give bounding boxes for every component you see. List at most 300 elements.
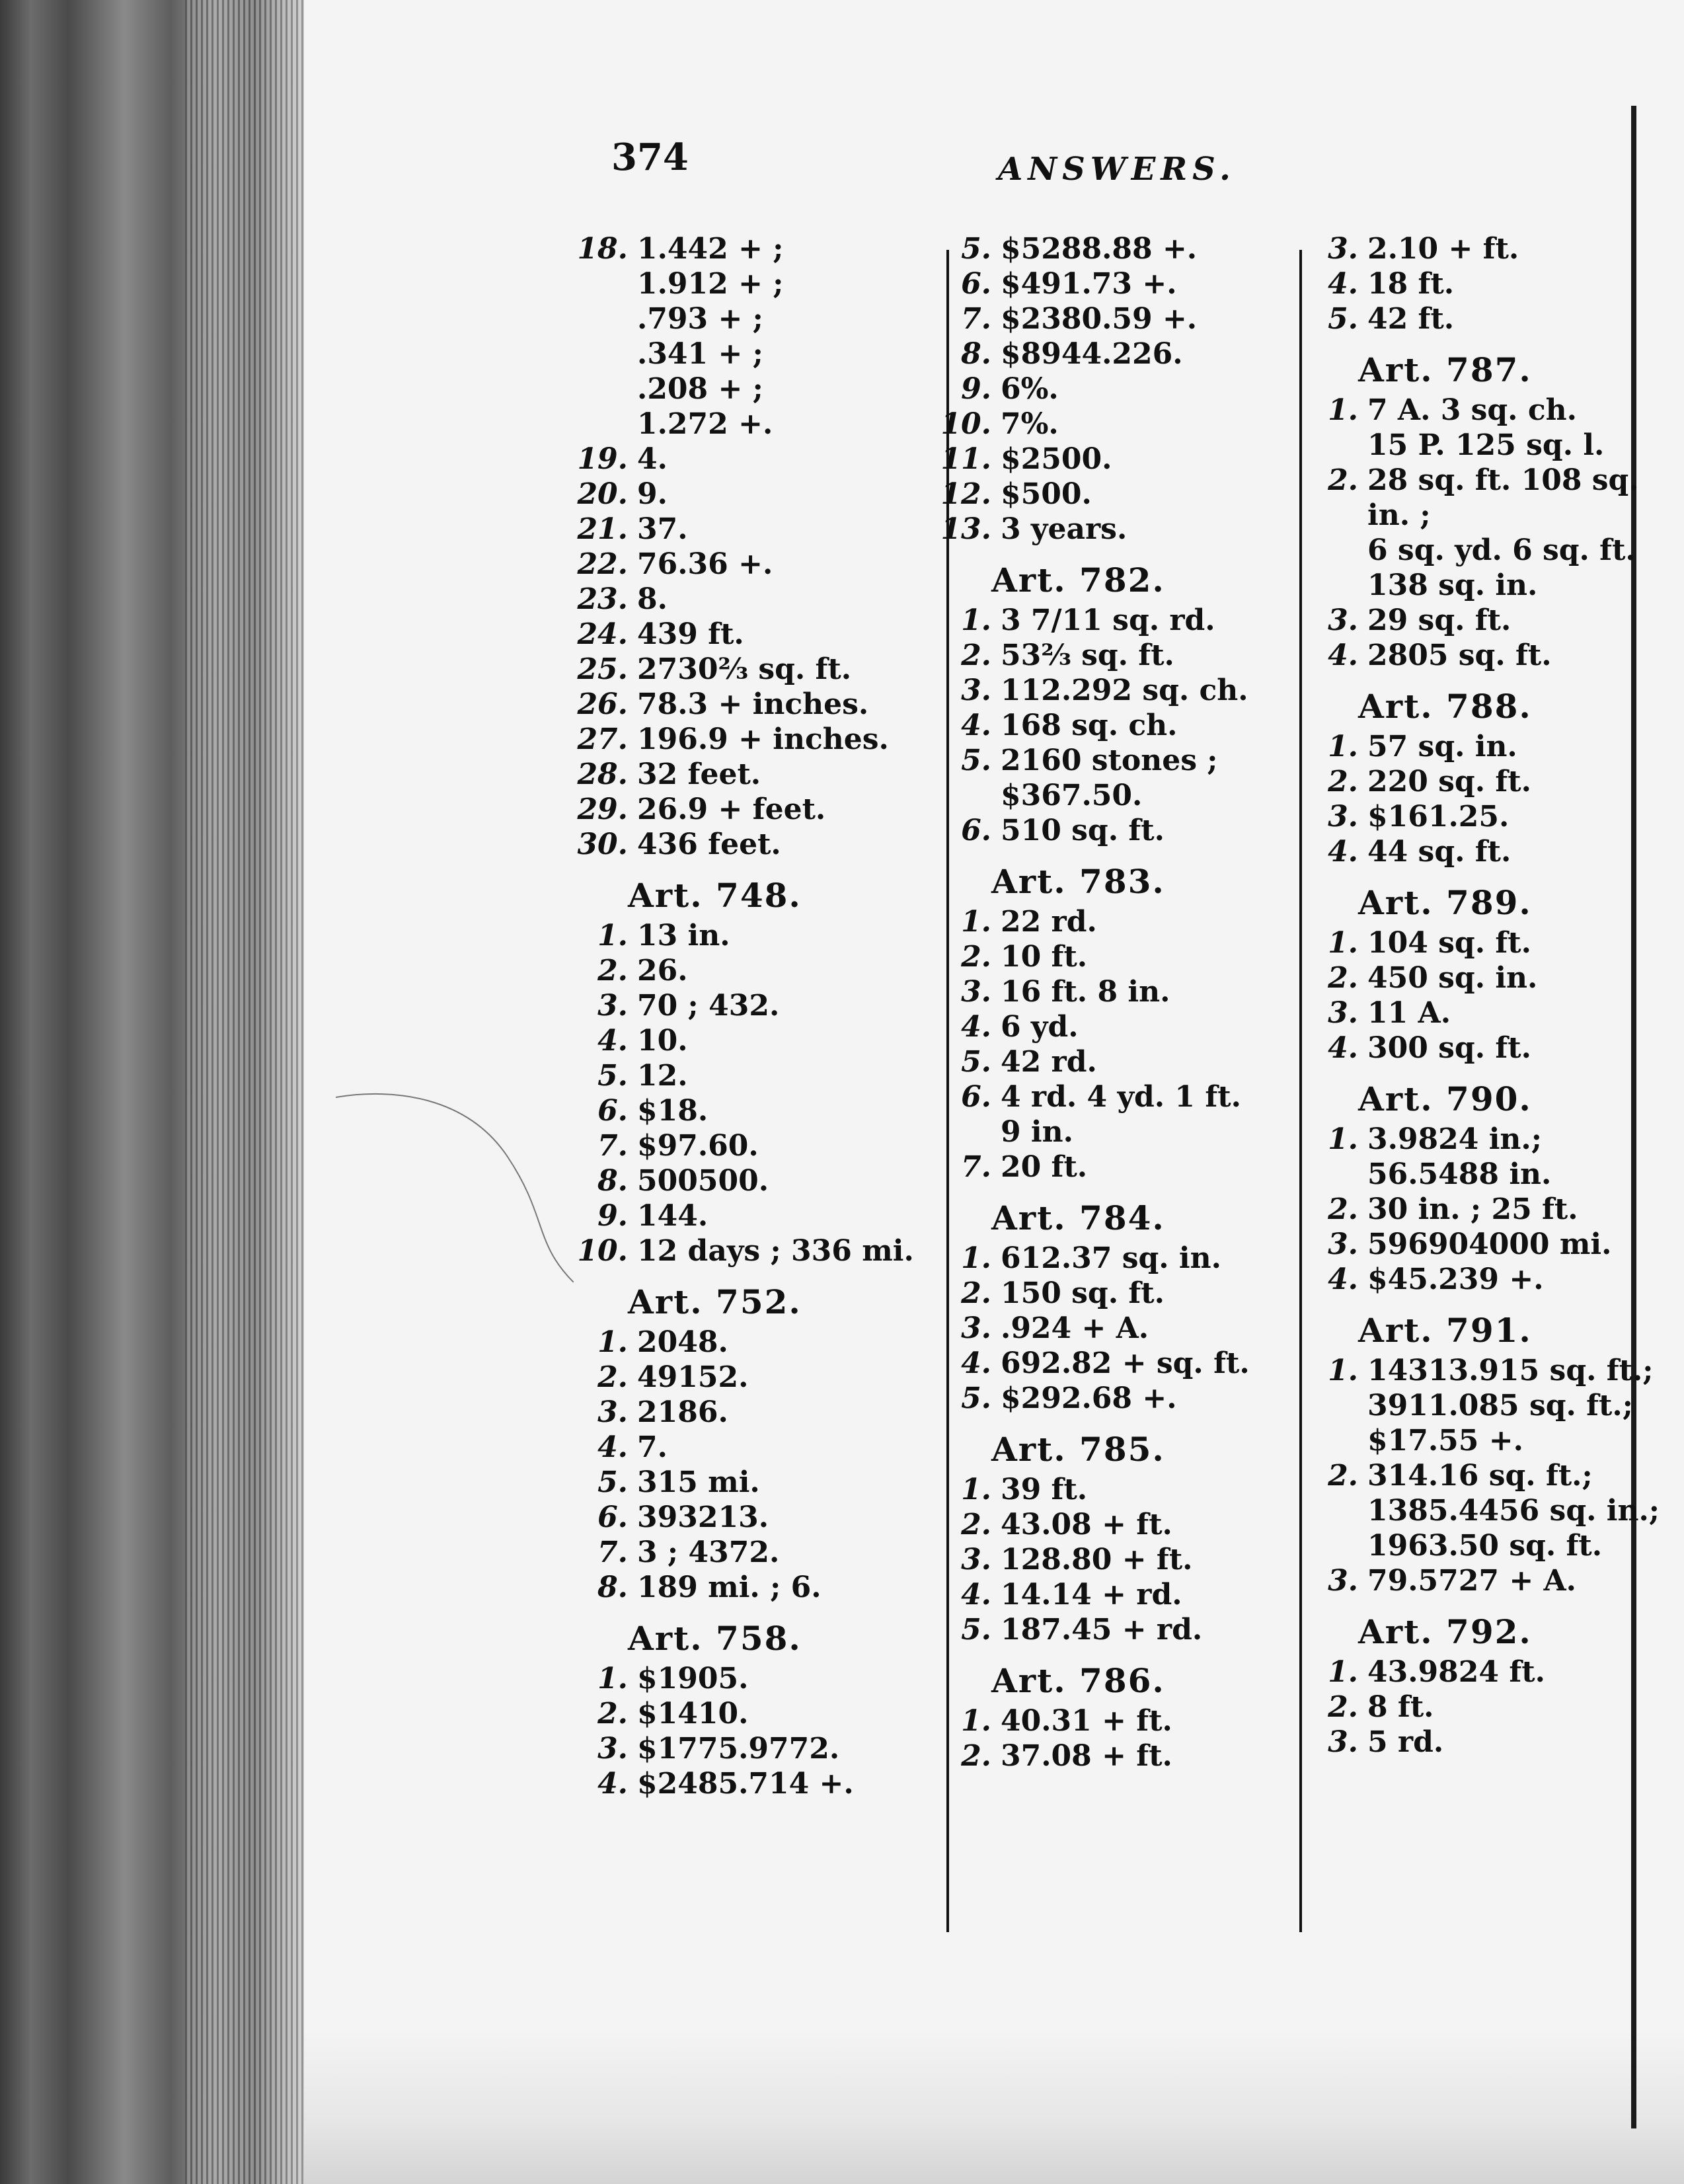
problem-number xyxy=(1305,533,1358,568)
answer-text: 9 in. xyxy=(1001,1115,1073,1149)
answer-text: in. ; xyxy=(1367,498,1431,532)
answer-text: 13 in. xyxy=(637,919,730,953)
answer-row xyxy=(938,1703,1282,1738)
problem-number: 10. xyxy=(940,407,991,441)
answer-row xyxy=(938,1472,1282,1507)
answer-row xyxy=(938,1542,1282,1577)
problem-number: 4. xyxy=(1328,835,1358,869)
answer-text: 2.10 + ft. xyxy=(1367,232,1519,266)
answer-text: $500. xyxy=(1001,477,1092,511)
answer-row xyxy=(938,1577,1282,1612)
answer-text: 40.31 + ft. xyxy=(1001,1704,1172,1738)
problem-number: 21. xyxy=(577,512,628,546)
problem-number: 25. xyxy=(577,652,628,686)
problem-number: 3. xyxy=(961,975,991,1009)
problem-number xyxy=(575,266,628,301)
problem-number xyxy=(1305,568,1358,603)
problem-number xyxy=(1305,1528,1358,1563)
answer-row xyxy=(938,778,1282,813)
answer-row xyxy=(938,974,1282,1009)
problem-number: 30. xyxy=(577,828,628,861)
answer-text: 70 ; 432. xyxy=(637,989,780,1023)
problem-number: 1. xyxy=(961,1704,991,1738)
problem-number: 1. xyxy=(1328,1655,1358,1689)
problem-number: 5. xyxy=(961,1382,991,1415)
problem-number: 5. xyxy=(597,1465,628,1499)
answer-text: 3911.085 sq. ft.; xyxy=(1367,1389,1633,1423)
answer-text: 1963.50 sq. ft. xyxy=(1367,1529,1603,1563)
answer-text: 39 ft. xyxy=(1001,1473,1088,1506)
answer-row xyxy=(1305,925,1636,960)
answer-row xyxy=(575,547,945,582)
answer-text: 20 ft. xyxy=(1001,1150,1088,1184)
answer-text: 10 ft. xyxy=(1001,940,1088,974)
answer-text: 692.82 + sq. ft. xyxy=(1001,1346,1250,1380)
problem-number: 2. xyxy=(961,1276,991,1310)
problem-number: 11. xyxy=(940,442,991,476)
answer-text: .341 + ; xyxy=(637,337,763,371)
problem-number: 18. xyxy=(577,232,628,266)
answer-text: 7 A. 3 sq. ch. xyxy=(1367,393,1577,427)
problem-number: 4. xyxy=(1328,639,1358,672)
answer-row xyxy=(575,442,945,477)
answer-text: 596904000 mi. xyxy=(1367,1228,1612,1261)
answer-row xyxy=(575,687,945,722)
problem-number: 24. xyxy=(577,617,628,651)
answer-row xyxy=(938,371,1282,407)
section-heading: Art. 790. xyxy=(1358,1079,1532,1118)
problem-number: 2. xyxy=(961,1739,991,1773)
problem-number: 5. xyxy=(961,744,991,777)
answer-column-2 xyxy=(938,231,1282,1774)
answer-section xyxy=(1305,1081,1636,1297)
answer-row xyxy=(575,407,945,442)
answer-text: $1410. xyxy=(637,1697,749,1731)
answer-row xyxy=(575,1661,945,1696)
problem-number: 2. xyxy=(597,1360,628,1394)
answer-section xyxy=(938,1432,1282,1647)
answer-row xyxy=(1305,1458,1636,1493)
answer-text: 5 rd. xyxy=(1367,1725,1444,1759)
problem-number: 20. xyxy=(577,477,628,511)
answer-text: 196.9 + inches. xyxy=(637,722,889,756)
answer-text: 128.80 + ft. xyxy=(1001,1543,1193,1577)
answer-row xyxy=(1305,764,1636,799)
answer-row xyxy=(575,1696,945,1731)
answer-text: $1905. xyxy=(637,1662,749,1696)
answer-text: 3 years. xyxy=(1001,512,1128,546)
problem-number xyxy=(575,371,628,407)
answer-row xyxy=(575,231,945,266)
answer-row xyxy=(575,371,945,407)
problem-number: 6. xyxy=(597,1501,628,1534)
answer-row xyxy=(575,652,945,687)
problem-number: 3. xyxy=(1328,800,1358,834)
problem-number xyxy=(1305,428,1358,463)
answer-row xyxy=(938,638,1282,673)
problem-number: 5. xyxy=(961,232,991,266)
answer-text: 12. xyxy=(637,1059,688,1093)
answer-row xyxy=(575,1500,945,1535)
answer-row xyxy=(575,1731,945,1766)
answer-row xyxy=(938,301,1282,336)
problem-number xyxy=(575,336,628,371)
answer-row xyxy=(575,1023,945,1058)
answer-column-1 xyxy=(575,231,945,1801)
answer-row xyxy=(575,301,945,336)
answer-text: 612.37 sq. in. xyxy=(1001,1241,1221,1275)
answer-section xyxy=(1305,885,1636,1066)
answer-row xyxy=(575,1233,945,1268)
section-heading: Art. 787. xyxy=(1358,350,1532,389)
problem-number: 8. xyxy=(597,1571,628,1604)
answer-row xyxy=(938,442,1282,477)
problem-number: 3. xyxy=(597,1732,628,1766)
problem-number xyxy=(1305,1493,1358,1528)
answer-row xyxy=(938,1612,1282,1647)
answer-row xyxy=(1305,1690,1636,1725)
answer-text: 450 sq. in. xyxy=(1367,961,1538,995)
answer-section xyxy=(1305,1614,1636,1760)
answer-row xyxy=(575,792,945,827)
answer-row xyxy=(1305,266,1636,301)
answer-text: 144. xyxy=(637,1199,708,1233)
answer-text: 112.292 sq. ch. xyxy=(1001,674,1248,707)
answer-row xyxy=(575,512,945,547)
answer-text: 37. xyxy=(637,512,688,546)
answer-text: 9. xyxy=(637,477,668,511)
problem-number: 1. xyxy=(1328,393,1358,427)
answer-text: 16 ft. 8 in. xyxy=(1001,975,1170,1009)
problem-number: 4. xyxy=(1328,1031,1358,1065)
answer-row xyxy=(938,1241,1282,1276)
answer-section xyxy=(938,1200,1282,1416)
answer-row xyxy=(1305,301,1636,336)
answer-row xyxy=(1305,638,1636,673)
problem-number: 4. xyxy=(961,1010,991,1044)
answer-row xyxy=(938,1009,1282,1044)
answer-text: 6%. xyxy=(1001,372,1059,406)
answer-text: 53⅔ sq. ft. xyxy=(1001,639,1174,672)
answer-text: 510 sq. ft. xyxy=(1001,814,1165,847)
answer-row xyxy=(1305,729,1636,764)
answer-text: 220 sq. ft. xyxy=(1367,765,1531,799)
problem-number: 7. xyxy=(597,1129,628,1163)
answer-text: 2160 stones ; xyxy=(1001,744,1218,777)
answer-text: $45.239 +. xyxy=(1367,1263,1544,1296)
problem-number xyxy=(575,407,628,442)
answer-row xyxy=(938,407,1282,442)
section-heading: Art. 748. xyxy=(628,876,802,915)
answer-row xyxy=(575,1465,945,1500)
answer-row xyxy=(938,1738,1282,1774)
problem-number: 4. xyxy=(597,1430,628,1464)
answer-row xyxy=(1305,799,1636,834)
answer-text: 15 P. 125 sq. l. xyxy=(1367,428,1605,462)
answer-section xyxy=(575,1621,945,1801)
answer-text: 11 A. xyxy=(1367,996,1451,1030)
problem-number: 4. xyxy=(1328,1263,1358,1296)
problem-number: 6. xyxy=(961,814,991,847)
page-number: 374 xyxy=(611,136,689,179)
problem-number: 3. xyxy=(961,674,991,707)
answer-text: 12 days ; 336 mi. xyxy=(637,1234,914,1268)
problem-number: 3. xyxy=(1328,604,1358,637)
problem-number: 2. xyxy=(1328,765,1358,799)
answer-text: 187.45 + rd. xyxy=(1001,1613,1203,1647)
section-heading: Art. 786. xyxy=(991,1661,1165,1700)
problem-number: 2. xyxy=(961,1508,991,1541)
answer-text: $161.25. xyxy=(1367,800,1510,834)
answer-row xyxy=(575,1163,945,1198)
problem-number: 1. xyxy=(961,604,991,637)
answer-text: 436 feet. xyxy=(637,828,781,861)
problem-number: 12. xyxy=(940,477,991,511)
problem-number: 19. xyxy=(577,442,628,476)
answer-text: $97.60. xyxy=(637,1129,759,1163)
problem-number: 1. xyxy=(1328,730,1358,763)
answer-row xyxy=(938,603,1282,638)
answer-column-3 xyxy=(1305,231,1660,1760)
problem-number: 3. xyxy=(1328,1564,1358,1598)
answer-text: 78.3 + inches. xyxy=(637,687,869,721)
answer-row xyxy=(575,266,945,301)
problem-number xyxy=(938,778,991,813)
answer-text: 4 rd. 4 yd. 1 ft. xyxy=(1001,1080,1241,1114)
problem-number: 10. xyxy=(577,1234,628,1268)
answer-row xyxy=(1305,393,1636,428)
problem-number: 2. xyxy=(597,954,628,988)
answer-text: 8. xyxy=(637,582,668,616)
problem-number: 5. xyxy=(597,1059,628,1093)
answer-text: .793 + ; xyxy=(637,302,763,336)
problem-number: 1. xyxy=(597,919,628,953)
answer-row xyxy=(575,1058,945,1093)
answer-row xyxy=(938,673,1282,708)
page-edges xyxy=(185,0,311,2184)
answer-section xyxy=(575,1284,945,1605)
answer-text: 76.36 +. xyxy=(637,547,773,581)
answer-row xyxy=(1305,568,1636,603)
answer-row xyxy=(575,477,945,512)
problem-number: 2. xyxy=(961,639,991,672)
answer-text: 138 sq. in. xyxy=(1367,568,1538,602)
answer-row xyxy=(575,1128,945,1163)
section-heading: Art. 758. xyxy=(628,1619,802,1658)
answer-row xyxy=(1305,1353,1654,1388)
answer-row xyxy=(1305,1031,1636,1066)
answer-text: 2048. xyxy=(637,1325,728,1359)
answer-row xyxy=(575,336,945,371)
problem-number: 3. xyxy=(1328,232,1358,266)
problem-number: 1. xyxy=(1328,926,1358,960)
answer-text: $2485.714 +. xyxy=(637,1767,854,1801)
answer-text: 315 mi. xyxy=(637,1465,760,1499)
answer-row xyxy=(575,953,945,988)
answer-row xyxy=(575,1395,945,1430)
answer-text: 1.442 + ; xyxy=(637,232,784,266)
problem-number: 22. xyxy=(577,547,628,581)
section-heading: Art. 785. xyxy=(991,1430,1165,1469)
answer-text: 10. xyxy=(637,1024,688,1058)
problem-number: 2. xyxy=(597,1697,628,1731)
answer-row xyxy=(575,1093,945,1128)
answer-text: 18 ft. xyxy=(1367,267,1455,301)
answer-row xyxy=(938,708,1282,743)
answer-text: 393213. xyxy=(637,1501,769,1534)
answer-row xyxy=(575,582,945,617)
problem-number: 8. xyxy=(961,337,991,371)
problem-number: 1. xyxy=(961,905,991,939)
answer-text: 314.16 sq. ft.; xyxy=(1367,1459,1593,1493)
problem-number: 4. xyxy=(597,1767,628,1801)
answer-text: $17.55 +. xyxy=(1367,1424,1523,1458)
problem-number: 3. xyxy=(1328,1228,1358,1261)
answer-text: 56.5488 in. xyxy=(1367,1157,1552,1191)
problem-number xyxy=(575,301,628,336)
answer-text: 189 mi. ; 6. xyxy=(637,1571,822,1604)
answer-text: 44 sq. ft. xyxy=(1367,835,1512,869)
problem-number: 27. xyxy=(577,722,628,756)
problem-number: 3. xyxy=(597,1395,628,1429)
problem-number: 29. xyxy=(577,793,628,826)
answer-text: 104 sq. ft. xyxy=(1367,926,1531,960)
page-bottom-shadow xyxy=(304,2029,1684,2184)
answer-row xyxy=(938,336,1282,371)
answer-row xyxy=(1305,1262,1636,1297)
answer-row xyxy=(575,988,945,1023)
problem-number: 3. xyxy=(1328,1725,1358,1759)
answer-text: 168 sq. ch. xyxy=(1001,709,1178,742)
answer-text: 3.9824 in.; xyxy=(1367,1122,1542,1156)
answer-text: 150 sq. ft. xyxy=(1001,1276,1165,1310)
answer-row xyxy=(575,827,945,862)
answer-section xyxy=(938,231,1282,547)
problem-number: 28. xyxy=(577,758,628,791)
problem-number: 2. xyxy=(1328,1459,1358,1493)
section-heading: Art. 782. xyxy=(991,561,1165,600)
answer-text: $292.68 +. xyxy=(1001,1382,1177,1415)
answer-row xyxy=(575,918,945,953)
answer-row xyxy=(1305,834,1636,869)
problem-number: 6. xyxy=(961,1080,991,1114)
answer-row xyxy=(938,1311,1282,1346)
column-rule xyxy=(1299,250,1302,1932)
problem-number: 23. xyxy=(577,582,628,616)
answer-text: 3 ; 4372. xyxy=(637,1536,780,1569)
answer-text: 28 sq. ft. 108 sq. xyxy=(1367,463,1639,497)
answer-row xyxy=(938,477,1282,512)
answer-text: 43.08 + ft. xyxy=(1001,1508,1172,1541)
answer-text: $367.50. xyxy=(1001,779,1143,812)
answer-text: 2186. xyxy=(637,1395,728,1429)
answer-section xyxy=(938,1663,1282,1774)
problem-number: 2. xyxy=(1328,1192,1358,1226)
problem-number: 2. xyxy=(961,940,991,974)
answer-row xyxy=(1305,960,1636,995)
problem-number: 7. xyxy=(961,1150,991,1184)
problem-number xyxy=(1305,1388,1358,1423)
problem-number: 5. xyxy=(961,1613,991,1647)
answer-row xyxy=(1305,1423,1636,1458)
problem-number: 2. xyxy=(1328,1690,1358,1724)
answer-row xyxy=(575,1535,945,1570)
problem-number xyxy=(938,1114,991,1150)
section-heading: Art. 789. xyxy=(1358,883,1532,922)
answer-row xyxy=(1305,1493,1660,1528)
answer-row xyxy=(1305,1192,1636,1227)
answer-text: .924 + A. xyxy=(1001,1311,1149,1345)
problem-number: 3. xyxy=(961,1543,991,1577)
answer-text: 439 ft. xyxy=(637,617,744,651)
answer-row xyxy=(938,231,1282,266)
answer-section xyxy=(1305,350,1639,673)
answer-text: 1.272 +. xyxy=(637,407,773,441)
problem-number: 2. xyxy=(1328,961,1358,995)
problem-number: 4. xyxy=(961,1346,991,1380)
problem-number: 4. xyxy=(961,709,991,742)
problem-number: 8. xyxy=(597,1164,628,1198)
answer-row xyxy=(575,1766,945,1801)
section-heading: Art. 791. xyxy=(1358,1311,1532,1350)
answer-text: $18. xyxy=(637,1094,708,1128)
problem-number xyxy=(1305,498,1358,533)
answer-row xyxy=(938,1346,1282,1381)
answer-text: 1.912 + ; xyxy=(637,267,784,301)
answer-section xyxy=(1305,231,1636,336)
answer-row xyxy=(938,1079,1282,1114)
problem-number: 1. xyxy=(961,1473,991,1506)
problem-number: 1. xyxy=(961,1241,991,1275)
answer-text: 8 ft. xyxy=(1367,1690,1434,1724)
answer-text: 42 ft. xyxy=(1367,302,1455,336)
answer-row xyxy=(938,743,1282,778)
problem-number: 1. xyxy=(597,1662,628,1696)
answer-row xyxy=(938,1507,1282,1542)
answer-text: $2500. xyxy=(1001,442,1112,476)
answer-text: 43.9824 ft. xyxy=(1367,1655,1545,1689)
problem-number: 3. xyxy=(597,989,628,1023)
section-heading: Art. 752. xyxy=(628,1282,802,1321)
answer-text: 7%. xyxy=(1001,407,1059,441)
answer-text: 32 feet. xyxy=(637,758,761,791)
answer-text: 42 rd. xyxy=(1001,1045,1097,1079)
answer-section xyxy=(575,878,945,1268)
answer-row xyxy=(938,1114,1282,1150)
problem-number xyxy=(1305,1157,1358,1192)
answer-row xyxy=(1305,603,1636,638)
problem-number: 4. xyxy=(597,1024,628,1058)
answer-text: 6 yd. xyxy=(1001,1010,1079,1044)
answer-section xyxy=(575,231,945,862)
answer-row xyxy=(1305,1122,1636,1157)
answer-text: $5288.88 +. xyxy=(1001,232,1198,266)
answer-text: 26. xyxy=(637,954,688,988)
problem-number: 26. xyxy=(577,687,628,721)
answer-row xyxy=(1305,1528,1636,1563)
section-heading: Art. 792. xyxy=(1358,1612,1532,1651)
answer-text: 2805 sq. ft. xyxy=(1367,639,1552,672)
answer-row xyxy=(1305,995,1636,1031)
answer-row xyxy=(938,1276,1282,1311)
problem-number: 7. xyxy=(597,1536,628,1569)
answer-row xyxy=(575,1430,945,1465)
answer-row xyxy=(1305,498,1636,533)
section-heading: Art. 783. xyxy=(991,862,1165,901)
answer-text: .208 + ; xyxy=(637,372,763,406)
answer-text: 2730⅔ sq. ft. xyxy=(637,652,852,686)
answer-row xyxy=(575,617,945,652)
